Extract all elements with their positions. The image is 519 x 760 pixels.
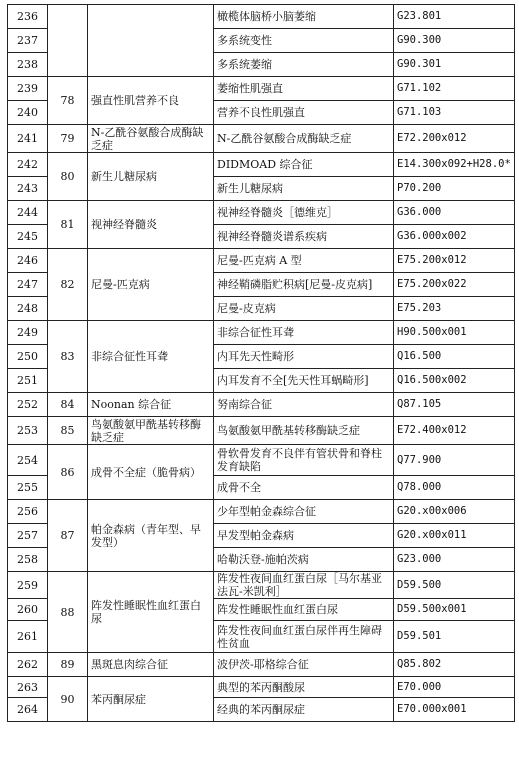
- disease-name-cell: Noonan 综合征: [88, 393, 214, 417]
- diagnosis-name-cell: 尼曼-皮克病: [214, 297, 394, 321]
- row-number-cell: 263: [8, 677, 48, 698]
- row-number-cell: 251: [8, 369, 48, 393]
- diagnosis-name-cell: 营养不良性肌强直: [214, 101, 394, 125]
- diagnosis-name-cell: N-乙酰谷氨酸合成酶缺乏症: [214, 125, 394, 153]
- diagnosis-name-cell: 视神经脊髓炎谱系疾病: [214, 225, 394, 249]
- group-number-cell: 88: [48, 572, 88, 653]
- group-number-cell: 86: [48, 445, 88, 500]
- row-number-cell: 247: [8, 273, 48, 297]
- table-row: [8, 153, 515, 177]
- diagnosis-name-cell: 努南综合征: [214, 393, 394, 417]
- table-row: [8, 125, 515, 153]
- group-number-cell: 89: [48, 653, 88, 677]
- group-number-cell: [48, 5, 88, 77]
- group-number-cell: 84: [48, 393, 88, 417]
- diagnosis-name-cell: 内耳发育不全[先天性耳蜗畸形]: [214, 369, 394, 393]
- icd-code-cell: Q78.000: [394, 476, 515, 500]
- group-number-cell: 80: [48, 153, 88, 201]
- diagnosis-name-cell: 神经鞘磷脂贮积病[尼曼-皮克病]: [214, 273, 394, 297]
- row-number-cell: 264: [8, 698, 48, 722]
- icd-code-cell: Q77.900: [394, 445, 515, 476]
- row-number-cell: 238: [8, 53, 48, 77]
- diagnosis-name-cell: 波伊茨-耶格综合征: [214, 653, 394, 677]
- row-number-cell: 260: [8, 599, 48, 621]
- diagnosis-name-cell: 内耳先天性畸形: [214, 345, 394, 369]
- row-number-cell: 255: [8, 476, 48, 500]
- diagnosis-name-cell: 少年型帕金森综合征: [214, 500, 394, 524]
- icd-code-cell: G90.300: [394, 29, 515, 53]
- diagnosis-name-cell: 多系统萎缩: [214, 53, 394, 77]
- icd-code-cell: G36.000x002: [394, 225, 515, 249]
- row-number-cell: 243: [8, 177, 48, 201]
- diagnosis-name-cell: 橄榄体脑桥小脑萎缩: [214, 5, 394, 29]
- icd-code-cell: G71.102: [394, 77, 515, 101]
- diagnosis-name-cell: 新生儿糖尿病: [214, 177, 394, 201]
- icd-code-cell: G90.301: [394, 53, 515, 77]
- row-number-cell: 253: [8, 417, 48, 445]
- group-number-cell: 81: [48, 201, 88, 249]
- row-number-cell: 256: [8, 500, 48, 524]
- table-row: [8, 77, 515, 101]
- disease-name-cell: 强直性肌营养不良: [88, 77, 214, 125]
- disease-name-cell: 阵发性睡眠性血红蛋白尿: [88, 572, 214, 653]
- diagnosis-name-cell: 典型的苯丙酮酸尿: [214, 677, 394, 698]
- icd-code-cell: G23.000: [394, 548, 515, 572]
- table-row: [8, 417, 515, 445]
- icd-code-cell: E75.203: [394, 297, 515, 321]
- icd-code-cell: G20.x00x006: [394, 500, 515, 524]
- table-row: [8, 393, 515, 417]
- disease-name-cell: [88, 5, 214, 77]
- group-number-cell: 78: [48, 77, 88, 125]
- icd-code-cell: E72.400x012: [394, 417, 515, 445]
- row-number-cell: 240: [8, 101, 48, 125]
- icd-code-cell: D59.500: [394, 572, 515, 599]
- icd-code-cell: G36.000: [394, 201, 515, 225]
- disease-name-cell: 非综合征性耳聋: [88, 321, 214, 393]
- group-number-cell: 85: [48, 417, 88, 445]
- icd-code-cell: Q87.105: [394, 393, 515, 417]
- table-row: [8, 677, 515, 698]
- diagnosis-name-cell: 阵发性夜间血红蛋白尿伴再生障碍性贫血: [214, 621, 394, 653]
- row-number-cell: 257: [8, 524, 48, 548]
- diagnosis-name-cell: 哈勒沃登-施帕茨病: [214, 548, 394, 572]
- row-number-cell: 250: [8, 345, 48, 369]
- row-number-cell: 262: [8, 653, 48, 677]
- diagnosis-name-cell: DIDMOAD 综合征: [214, 153, 394, 177]
- icd-code-cell: Q16.500: [394, 345, 515, 369]
- icd-code-cell: P70.200: [394, 177, 515, 201]
- icd-code-cell: G23.801: [394, 5, 515, 29]
- icd-code-cell: E14.300x092+H28.0*: [394, 153, 515, 177]
- row-number-cell: 242: [8, 153, 48, 177]
- row-number-cell: 248: [8, 297, 48, 321]
- table-row: [8, 445, 515, 476]
- diagnosis-name-cell: 阵发性夜间血红蛋白尿［马尔基亚法瓦-米凯利］: [214, 572, 394, 599]
- diagnosis-name-cell: 多系统变性: [214, 29, 394, 53]
- table-row: [8, 249, 515, 273]
- table-body: [8, 5, 515, 722]
- icd-code-cell: G20.x00x011: [394, 524, 515, 548]
- icd-code-cell: Q85.802: [394, 653, 515, 677]
- diagnosis-name-cell: 尼曼-匹克病 A 型: [214, 249, 394, 273]
- disease-name-cell: 成骨不全症（脆骨病）: [88, 445, 214, 500]
- icd-code-cell: H90.500x001: [394, 321, 515, 345]
- row-number-cell: 261: [8, 621, 48, 653]
- row-number-cell: 249: [8, 321, 48, 345]
- disease-name-cell: 苯丙酮尿症: [88, 677, 214, 722]
- diagnosis-name-cell: 鸟氨酸氨甲酰基转移酶缺乏症: [214, 417, 394, 445]
- disease-name-cell: N-乙酰谷氨酸合成酶缺乏症: [88, 125, 214, 153]
- table-row: [8, 500, 515, 524]
- disease-name-cell: 尼曼-匹克病: [88, 249, 214, 321]
- row-number-cell: 258: [8, 548, 48, 572]
- group-number-cell: 90: [48, 677, 88, 722]
- table-row: [8, 201, 515, 225]
- disease-name-cell: 新生儿糖尿病: [88, 153, 214, 201]
- table-row: [8, 5, 515, 29]
- disease-name-cell: 视神经脊髓炎: [88, 201, 214, 249]
- group-number-cell: 83: [48, 321, 88, 393]
- diagnosis-name-cell: 骨软骨发育不良伴有管状骨和脊柱发育缺陷: [214, 445, 394, 476]
- row-number-cell: 245: [8, 225, 48, 249]
- disease-name-cell: 黑斑息肉综合征: [88, 653, 214, 677]
- table-row: [8, 653, 515, 677]
- icd-code-cell: E75.200x012: [394, 249, 515, 273]
- icd-code-cell: E75.200x022: [394, 273, 515, 297]
- icd-code-cell: E70.000x001: [394, 698, 515, 722]
- icd-code-cell: D59.501: [394, 621, 515, 653]
- disease-name-cell: 鸟氨酸氨甲酰基转移酶缺乏症: [88, 417, 214, 445]
- diagnosis-name-cell: 成骨不全: [214, 476, 394, 500]
- row-number-cell: 246: [8, 249, 48, 273]
- row-number-cell: 252: [8, 393, 48, 417]
- row-number-cell: 244: [8, 201, 48, 225]
- icd-code-cell: D59.500x001: [394, 599, 515, 621]
- icd-code-cell: E72.200x012: [394, 125, 515, 153]
- icd-code-cell: Q16.500x002: [394, 369, 515, 393]
- diagnosis-name-cell: 非综合征性耳聋: [214, 321, 394, 345]
- row-number-cell: 237: [8, 29, 48, 53]
- diagnosis-name-cell: 经典的苯丙酮尿症: [214, 698, 394, 722]
- table-row: [8, 321, 515, 345]
- diagnosis-name-cell: 视神经脊髓炎［德维克］: [214, 201, 394, 225]
- row-number-cell: 259: [8, 572, 48, 599]
- icd-code-cell: G71.103: [394, 101, 515, 125]
- table-row: [8, 572, 515, 599]
- disease-code-table: [7, 4, 515, 722]
- disease-name-cell: 帕金森病（青年型、早发型）: [88, 500, 214, 572]
- group-number-cell: 87: [48, 500, 88, 572]
- diagnosis-name-cell: 早发型帕金森病: [214, 524, 394, 548]
- row-number-cell: 254: [8, 445, 48, 476]
- row-number-cell: 241: [8, 125, 48, 153]
- icd-code-cell: E70.000: [394, 677, 515, 698]
- group-number-cell: 82: [48, 249, 88, 321]
- diagnosis-name-cell: 萎缩性肌强直: [214, 77, 394, 101]
- row-number-cell: 239: [8, 77, 48, 101]
- group-number-cell: 79: [48, 125, 88, 153]
- row-number-cell: 236: [8, 5, 48, 29]
- diagnosis-name-cell: 阵发性睡眠性血红蛋白尿: [214, 599, 394, 621]
